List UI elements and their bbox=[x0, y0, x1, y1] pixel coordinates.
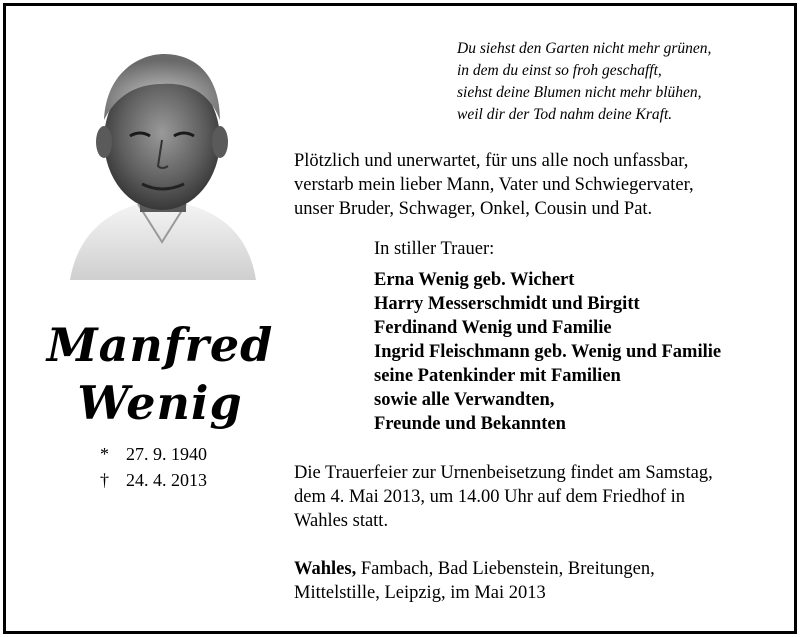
places-rest: Fambach, Bad Liebenstein, Breitungen, bbox=[356, 559, 655, 579]
mourner-name: sowie alle Verwandten, bbox=[374, 390, 555, 410]
announcement-line: verstarb mein lieber Mann, Vater und Schwiegervater, bbox=[294, 175, 694, 195]
places-line: Mittelstille, Leipzig, im Mai 2013 bbox=[294, 583, 546, 603]
life-dates bbox=[100, 441, 207, 493]
ceremony-line: dem 4. Mai 2013, um 14.00 Uhr auf dem Friedhof in bbox=[294, 487, 686, 507]
mourning-heading: In stiller Trauer: bbox=[374, 239, 495, 259]
mourner-name: Freunde und Bekannten bbox=[374, 414, 566, 434]
poem-line: in dem du einst so froh geschafft, bbox=[457, 62, 662, 79]
ceremony-line: Die Trauerfeier zur Urnenbeisetzung findet am Samstag, bbox=[294, 463, 713, 483]
deceased-last-name: Wenig bbox=[77, 376, 243, 430]
mourner-name: Erna Wenig geb. Wichert bbox=[374, 270, 575, 290]
deceased-first-name: Manfred bbox=[46, 318, 274, 372]
mourner-name: seine Patenkinder mit Familien bbox=[374, 366, 621, 386]
death-cross-icon: † bbox=[100, 470, 109, 490]
mourner-name: Ferdinand Wenig und Familie bbox=[374, 318, 612, 338]
mourners-list bbox=[374, 268, 721, 436]
poem-line: weil dir der Tod nahm deine Kraft. bbox=[457, 106, 673, 123]
places-bold-town: Wahles, bbox=[294, 559, 357, 579]
announcement-line: unser Bruder, Schwager, Onkel, Cousin und Pat. bbox=[294, 199, 653, 219]
mourner-name: Ingrid Fleischmann geb. Wenig und Familie bbox=[374, 342, 722, 362]
announcement-text bbox=[294, 149, 694, 221]
places-date bbox=[294, 557, 655, 605]
poem-line: Du siehst den Garten nicht mehr grünen, bbox=[457, 40, 712, 57]
mourner-name: Harry Messerschmidt und Birgitt bbox=[374, 294, 640, 314]
poem bbox=[457, 38, 711, 126]
death-date: 24. 4. 2013 bbox=[126, 470, 207, 490]
ceremony-line: Wahles statt. bbox=[294, 511, 389, 531]
birth-date: 27. 9. 1940 bbox=[126, 444, 207, 464]
portrait-photo bbox=[60, 42, 264, 280]
birth-line bbox=[100, 441, 207, 467]
places-line bbox=[294, 557, 655, 581]
birth-star-icon: * bbox=[100, 444, 109, 464]
announcement-line: Plötzlich und unerwartet, für uns alle noch unfassbar, bbox=[294, 151, 689, 171]
death-line bbox=[100, 467, 207, 493]
ceremony-info bbox=[294, 461, 713, 533]
poem-line: siehst deine Blumen nicht mehr blühen, bbox=[457, 84, 702, 101]
